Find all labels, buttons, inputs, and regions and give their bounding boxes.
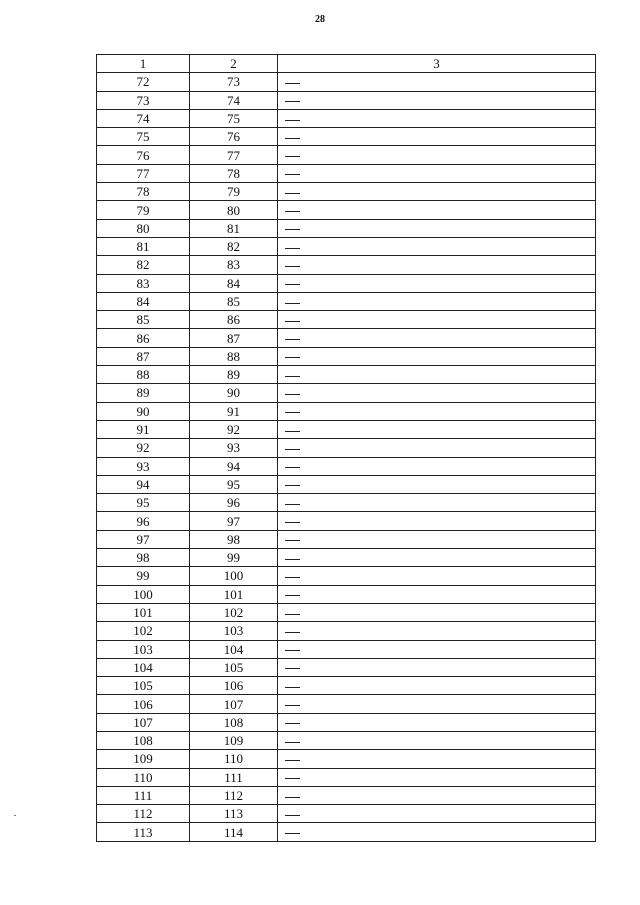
table-cell-col-1: 90 (97, 402, 190, 420)
table-cell-col-1: 87 (97, 347, 190, 365)
table-row (97, 366, 596, 384)
table-cell-col-3 (278, 164, 596, 182)
table-row (97, 457, 596, 475)
table-cell-col-2: 89 (190, 366, 278, 384)
em-dash (285, 485, 300, 486)
table-row (97, 311, 596, 329)
table-header-row (97, 55, 596, 73)
em-dash (285, 394, 300, 395)
table-cell-col-3 (278, 402, 596, 420)
table-row (97, 640, 596, 658)
data-table (96, 54, 596, 842)
table-cell-col-1: 108 (97, 731, 190, 749)
column-header-2: 2 (190, 55, 278, 73)
table-cell-col-2: 104 (190, 640, 278, 658)
table-cell-col-1: 82 (97, 256, 190, 274)
table-cell-col-2: 87 (190, 329, 278, 347)
table-cell-col-1: 101 (97, 603, 190, 621)
table-cell-col-1: 88 (97, 366, 190, 384)
em-dash (285, 504, 300, 505)
table-cell-col-3 (278, 713, 596, 731)
table-cell-col-2: 76 (190, 128, 278, 146)
table-cell-col-2: 96 (190, 494, 278, 512)
table-cell-col-1: 74 (97, 109, 190, 127)
table-cell-col-1: 86 (97, 329, 190, 347)
em-dash (285, 193, 300, 194)
table-cell-col-1: 111 (97, 786, 190, 804)
em-dash (285, 174, 300, 175)
em-dash (285, 266, 300, 267)
table-row (97, 128, 596, 146)
table-row (97, 256, 596, 274)
table-row (97, 439, 596, 457)
table-cell-col-2: 86 (190, 311, 278, 329)
em-dash (285, 339, 300, 340)
em-dash (285, 120, 300, 121)
em-dash (285, 248, 300, 249)
table-cell-col-1: 73 (97, 91, 190, 109)
table-cell-col-2: 102 (190, 603, 278, 621)
table-cell-col-2: 90 (190, 384, 278, 402)
table-cell-col-1: 83 (97, 274, 190, 292)
table-cell-col-1: 113 (97, 823, 190, 841)
em-dash (285, 559, 300, 560)
table-cell-col-1: 105 (97, 677, 190, 695)
table-cell-col-3 (278, 494, 596, 512)
em-dash (285, 357, 300, 358)
table-cell-col-3 (278, 567, 596, 585)
column-header-1: 1 (97, 55, 190, 73)
table-cell-col-3 (278, 750, 596, 768)
table-cell-col-2: 85 (190, 292, 278, 310)
em-dash (285, 376, 300, 377)
table-cell-col-3 (278, 823, 596, 841)
table-cell-col-3 (278, 292, 596, 310)
table-cell-col-3 (278, 219, 596, 237)
table-cell-col-1: 85 (97, 311, 190, 329)
em-dash (285, 284, 300, 285)
table-cell-col-2: 108 (190, 713, 278, 731)
table-cell-col-1: 72 (97, 73, 190, 91)
table-row (97, 695, 596, 713)
table-cell-col-2: 94 (190, 457, 278, 475)
table-row (97, 274, 596, 292)
table-cell-col-2: 78 (190, 164, 278, 182)
table-row (97, 823, 596, 841)
em-dash (285, 412, 300, 413)
table-cell-col-1: 93 (97, 457, 190, 475)
em-dash (285, 303, 300, 304)
table-row (97, 164, 596, 182)
table-cell-col-3 (278, 366, 596, 384)
table-cell-col-1: 76 (97, 146, 190, 164)
table-cell-col-1: 79 (97, 201, 190, 219)
table-cell-col-3 (278, 384, 596, 402)
table-cell-col-2: 93 (190, 439, 278, 457)
table-cell-col-3 (278, 768, 596, 786)
em-dash (285, 577, 300, 578)
table-cell-col-1: 96 (97, 512, 190, 530)
table-cell-col-2: 103 (190, 622, 278, 640)
table-row (97, 622, 596, 640)
em-dash (285, 156, 300, 157)
table-row (97, 658, 596, 676)
em-dash (285, 742, 300, 743)
table-row (97, 585, 596, 603)
em-dash (285, 614, 300, 615)
table-row (97, 713, 596, 731)
table-cell-col-1: 80 (97, 219, 190, 237)
table-body (97, 73, 596, 841)
table-cell-col-3 (278, 73, 596, 91)
table-cell-col-2: 84 (190, 274, 278, 292)
table-cell-col-2: 77 (190, 146, 278, 164)
table-cell-col-1: 81 (97, 237, 190, 255)
table-cell-col-1: 112 (97, 805, 190, 823)
table-cell-col-2: 95 (190, 475, 278, 493)
em-dash (285, 778, 300, 779)
table-cell-col-2: 92 (190, 420, 278, 438)
table-cell-col-2: 110 (190, 750, 278, 768)
table-row (97, 183, 596, 201)
table-cell-col-3 (278, 420, 596, 438)
em-dash (285, 815, 300, 816)
em-dash (285, 595, 300, 596)
table-cell-col-3 (278, 91, 596, 109)
table-cell-col-1: 77 (97, 164, 190, 182)
column-header-3: 3 (278, 55, 596, 73)
table-cell-col-1: 99 (97, 567, 190, 585)
table-cell-col-3 (278, 622, 596, 640)
table-cell-col-2: 112 (190, 786, 278, 804)
table-row (97, 750, 596, 768)
table-row (97, 768, 596, 786)
table-cell-col-1: 109 (97, 750, 190, 768)
table-cell-col-2: 114 (190, 823, 278, 841)
table-cell-col-2: 101 (190, 585, 278, 603)
table-cell-col-2: 105 (190, 658, 278, 676)
table-cell-col-3 (278, 475, 596, 493)
table-row (97, 384, 596, 402)
table-cell-col-3 (278, 237, 596, 255)
table-row (97, 420, 596, 438)
table-row (97, 786, 596, 804)
table-cell-col-3 (278, 640, 596, 658)
table-cell-col-1: 100 (97, 585, 190, 603)
table-row (97, 512, 596, 530)
table-cell-col-3 (278, 274, 596, 292)
table-cell-col-1: 75 (97, 128, 190, 146)
table-cell-col-2: 81 (190, 219, 278, 237)
table-cell-col-2: 91 (190, 402, 278, 420)
table-cell-col-1: 107 (97, 713, 190, 731)
table-cell-col-3 (278, 329, 596, 347)
em-dash (285, 522, 300, 523)
table-cell-col-2: 100 (190, 567, 278, 585)
table-cell-col-1: 110 (97, 768, 190, 786)
table-cell-col-2: 80 (190, 201, 278, 219)
table-cell-col-3 (278, 677, 596, 695)
table-cell-col-2: 109 (190, 731, 278, 749)
table-cell-col-1: 102 (97, 622, 190, 640)
table-row (97, 219, 596, 237)
table-cell-col-3 (278, 549, 596, 567)
em-dash (285, 101, 300, 102)
em-dash (285, 723, 300, 724)
table-cell-col-3 (278, 805, 596, 823)
table-row (97, 109, 596, 127)
table-cell-col-2: 111 (190, 768, 278, 786)
table-row (97, 731, 596, 749)
table-row (97, 402, 596, 420)
table-cell-col-3 (278, 603, 596, 621)
table-row (97, 237, 596, 255)
table-cell-col-2: 74 (190, 91, 278, 109)
table-row (97, 549, 596, 567)
table-cell-col-3 (278, 695, 596, 713)
table-cell-col-3 (278, 512, 596, 530)
table-row (97, 567, 596, 585)
table-row (97, 329, 596, 347)
table-cell-col-2: 106 (190, 677, 278, 695)
table-cell-col-1: 91 (97, 420, 190, 438)
table-cell-col-2: 98 (190, 530, 278, 548)
table-cell-col-3 (278, 658, 596, 676)
table-cell-col-3 (278, 347, 596, 365)
table-row (97, 146, 596, 164)
table-cell-col-1: 78 (97, 183, 190, 201)
table-cell-col-1: 103 (97, 640, 190, 658)
table-cell-col-1: 92 (97, 439, 190, 457)
em-dash (285, 632, 300, 633)
table-cell-col-3 (278, 109, 596, 127)
table-cell-col-2: 99 (190, 549, 278, 567)
em-dash (285, 668, 300, 669)
table-cell-col-1: 94 (97, 475, 190, 493)
table-cell-col-2: 79 (190, 183, 278, 201)
table-cell-col-3 (278, 786, 596, 804)
table-cell-col-2: 88 (190, 347, 278, 365)
em-dash (285, 833, 300, 834)
table-cell-col-1: 104 (97, 658, 190, 676)
table-cell-col-2: 97 (190, 512, 278, 530)
em-dash (285, 211, 300, 212)
em-dash (285, 650, 300, 651)
table-cell-col-3 (278, 201, 596, 219)
em-dash (285, 687, 300, 688)
em-dash (285, 83, 300, 84)
table-row (97, 805, 596, 823)
table-cell-col-1: 89 (97, 384, 190, 402)
table-row (97, 91, 596, 109)
table-cell-col-2: 75 (190, 109, 278, 127)
table-cell-col-2: 113 (190, 805, 278, 823)
em-dash (285, 138, 300, 139)
table-cell-col-3 (278, 585, 596, 603)
table-cell-col-1: 97 (97, 530, 190, 548)
table-row (97, 475, 596, 493)
table-cell-col-3 (278, 128, 596, 146)
table-row (97, 677, 596, 695)
em-dash (285, 797, 300, 798)
table-row (97, 292, 596, 310)
table-cell-col-3 (278, 183, 596, 201)
table-cell-col-3 (278, 256, 596, 274)
table-row (97, 603, 596, 621)
em-dash (285, 431, 300, 432)
table-row (97, 73, 596, 91)
table-row (97, 530, 596, 548)
table-cell-col-2: 107 (190, 695, 278, 713)
em-dash (285, 321, 300, 322)
table-cell-col-2: 83 (190, 256, 278, 274)
em-dash (285, 705, 300, 706)
table-cell-col-2: 73 (190, 73, 278, 91)
table-cell-col-1: 84 (97, 292, 190, 310)
table-cell-col-3 (278, 530, 596, 548)
scan-speck (14, 815, 16, 816)
table-row (97, 347, 596, 365)
table-row (97, 494, 596, 512)
table-cell-col-1: 95 (97, 494, 190, 512)
table-row (97, 201, 596, 219)
em-dash (285, 229, 300, 230)
em-dash (285, 467, 300, 468)
table-cell-col-3 (278, 457, 596, 475)
table-cell-col-3 (278, 146, 596, 164)
table-cell-col-1: 98 (97, 549, 190, 567)
table-cell-col-3 (278, 731, 596, 749)
em-dash (285, 760, 300, 761)
table-cell-col-3 (278, 311, 596, 329)
page-number: 28 (315, 14, 325, 25)
em-dash (285, 449, 300, 450)
table-cell-col-2: 82 (190, 237, 278, 255)
em-dash (285, 540, 300, 541)
table-cell-col-3 (278, 439, 596, 457)
table-cell-col-1: 106 (97, 695, 190, 713)
